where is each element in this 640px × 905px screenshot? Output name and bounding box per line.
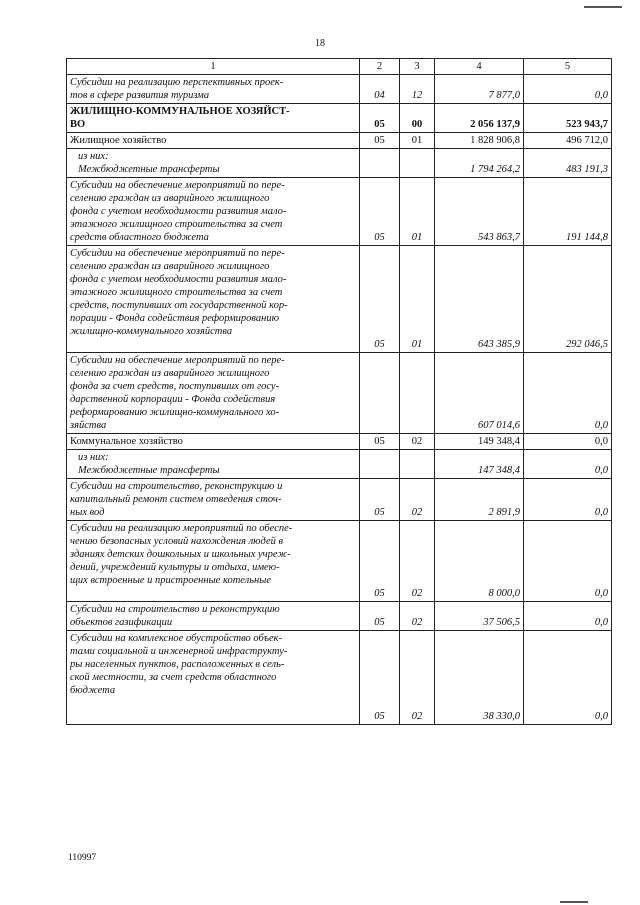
amount-federal: 496 712,0 [524, 133, 612, 149]
description-line: этажного жилищного строительства за счет [70, 219, 283, 230]
section-code: 05 [360, 479, 400, 521]
table-row [67, 602, 612, 631]
amount-federal: 0,0 [524, 434, 612, 450]
subsection-code [400, 149, 435, 178]
description-line: бюджета [70, 685, 116, 696]
amount-total: 7 877,0 [435, 75, 524, 104]
description-line: тов в сфере развития туризма [70, 90, 210, 101]
table-header-row [67, 59, 612, 75]
amount-federal: 0,0 [524, 521, 612, 602]
description-line: фонда с учетом необходимости развития мало- [70, 206, 287, 217]
description-line: ВО [70, 119, 86, 130]
description-line: селению граждан из аварийного жилищного [70, 261, 270, 272]
description-line: Субсидии на обеспечение мероприятий по пере- [70, 248, 285, 259]
description-line: Субсидии на обеспечение мероприятий по пере- [70, 355, 285, 366]
document-code: 110997 [68, 853, 97, 863]
amount-total: 2 891,9 [435, 479, 524, 521]
description-line: Субсидии на комплексное обустройство объек- [70, 633, 283, 644]
description-line: Субсидии на строительство, реконструкцию и [70, 481, 283, 492]
amount-federal: 523 943,7 [524, 104, 612, 133]
description-line: селению граждан из аварийного жилищного [70, 193, 270, 204]
amount-total: 37 506,5 [435, 602, 524, 631]
description-line: чению безопасных условий нахождения людей в [70, 536, 284, 547]
description-line: фонда за счет средств, поступивших от госу- [70, 381, 280, 392]
table-row [67, 246, 612, 353]
amount-total: 2 056 137,9 [435, 104, 524, 133]
amount-federal: 0,0 [524, 479, 612, 521]
table-body [67, 75, 612, 725]
header-col-5: 5 [524, 59, 612, 75]
amount-federal: 0,0 [524, 602, 612, 631]
description-line: порации - Фонда содействия реформированию [70, 313, 279, 324]
description-line: ской местности, за счет средств областного [70, 672, 277, 683]
section-code: 05 [360, 133, 400, 149]
description-line [70, 338, 356, 351]
description-line [70, 710, 356, 723]
amount-total: 543 863,7 [435, 178, 524, 246]
table-row [67, 104, 612, 133]
amount-federal: 0,0 [524, 353, 612, 434]
row-description [67, 178, 360, 246]
description-line: дений, учреждений культуры и отдыха, имею- [70, 562, 280, 573]
amount-total: 149 348,4 [435, 434, 524, 450]
subsection-code: 02 [400, 521, 435, 602]
section-code [360, 450, 400, 479]
section-code: 05 [360, 521, 400, 602]
row-description [67, 434, 360, 450]
description-line: из них: [78, 151, 109, 162]
amount-total: 643 385,9 [435, 246, 524, 353]
description-line: ры населенных пунктов, расположенных в сель- [70, 659, 285, 670]
description-line: из них: [78, 452, 109, 463]
description-line: зданиях детских дошкольных и школьных учреж- [70, 549, 291, 560]
scan-mark-top [584, 6, 622, 8]
section-code [360, 149, 400, 178]
section-code [360, 353, 400, 434]
description-line: ЖИЛИЩНО-КОММУНАЛЬНОЕ ХОЗЯЙСТ- [70, 106, 290, 117]
section-code: 05 [360, 178, 400, 246]
row-description [67, 149, 360, 178]
row-description [67, 479, 360, 521]
section-code: 05 [360, 434, 400, 450]
row-description [67, 602, 360, 631]
description-line: капитальный ремонт систем отведения сточ- [70, 494, 282, 505]
amount-total: 607 014,6 [435, 353, 524, 434]
subsection-code [400, 450, 435, 479]
row-description [67, 353, 360, 434]
table-row [67, 450, 612, 479]
description-line: этажного жилищного строительства за счет [70, 287, 283, 298]
description-line: щих встроенные и пристроенные котельные [70, 575, 272, 586]
amount-total: 1 794 264,2 [435, 149, 524, 178]
description-line: селению граждан из аварийного жилищного [70, 368, 270, 379]
amount-total: 1 828 906,8 [435, 133, 524, 149]
section-code: 05 [360, 602, 400, 631]
subsection-code: 02 [400, 434, 435, 450]
page-number: 18 [315, 38, 325, 49]
description-line [70, 697, 356, 710]
header-col-4: 4 [435, 59, 524, 75]
amount-federal: 0,0 [524, 631, 612, 725]
amount-federal: 191 144,8 [524, 178, 612, 246]
description-line: реформированию жилищно-коммунального хо- [70, 407, 280, 418]
amount-total: 38 330,0 [435, 631, 524, 725]
table-row [67, 521, 612, 602]
row-description [67, 133, 360, 149]
row-description [67, 104, 360, 133]
amount-federal: 0,0 [524, 75, 612, 104]
amount-federal: 483 191,3 [524, 149, 612, 178]
row-description [67, 246, 360, 353]
scan-mark-bottom [560, 901, 588, 903]
amount-federal: 0,0 [524, 450, 612, 479]
description-line: Межбюджетные трансферты [78, 164, 220, 175]
row-description [67, 450, 360, 479]
description-line: Субсидии на обеспечение мероприятий по пере- [70, 180, 285, 191]
header-col-1: 1 [67, 59, 360, 75]
table-row [67, 479, 612, 521]
description-line: жилищно-коммунального хозяйства [70, 326, 233, 337]
description-line: Жилищное хозяйство [70, 135, 167, 146]
header-col-2: 2 [360, 59, 400, 75]
section-code: 05 [360, 104, 400, 133]
description-line: фонда с учетом необходимости развития мало- [70, 274, 287, 285]
description-line: объектов газификации [70, 617, 173, 628]
budget-table [66, 58, 612, 725]
section-code: 05 [360, 631, 400, 725]
subsection-code: 00 [400, 104, 435, 133]
amount-total: 8 000,0 [435, 521, 524, 602]
header-col-3: 3 [400, 59, 435, 75]
description-line: ных вод [70, 507, 105, 518]
subsection-code: 02 [400, 479, 435, 521]
amount-federal: 292 046,5 [524, 246, 612, 353]
description-line: Коммунальное хозяйство [70, 436, 183, 447]
description-line: средств областного бюджета [70, 232, 209, 243]
subsection-code: 02 [400, 602, 435, 631]
table-row [67, 178, 612, 246]
subsection-code: 12 [400, 75, 435, 104]
table-row [67, 133, 612, 149]
subsection-code [400, 353, 435, 434]
row-description [67, 75, 360, 104]
section-code: 05 [360, 246, 400, 353]
description-line: Межбюджетные трансферты [78, 465, 220, 476]
description-line: зяйства [70, 420, 107, 431]
table-row [67, 353, 612, 434]
amount-total: 147 348,4 [435, 450, 524, 479]
description-line [70, 587, 356, 600]
section-code: 04 [360, 75, 400, 104]
table-row [67, 149, 612, 178]
row-description [67, 521, 360, 602]
table-row [67, 75, 612, 104]
table-row [67, 631, 612, 725]
subsection-code: 01 [400, 178, 435, 246]
description-line: средств, поступивших от государственной кор- [70, 300, 288, 311]
subsection-code: 01 [400, 133, 435, 149]
table-row [67, 434, 612, 450]
description-line: Субсидии на реализацию мероприятий по обеспе- [70, 523, 293, 534]
description-line: Субсидии на строительство и реконструкцию [70, 604, 280, 615]
row-description [67, 631, 360, 725]
description-line: дарственной корпорации - Фонда содействия [70, 394, 276, 405]
subsection-code: 01 [400, 246, 435, 353]
subsection-code: 02 [400, 631, 435, 725]
description-line: Субсидии на реализацию перспективных проек- [70, 77, 284, 88]
description-line: тами социальной и инженерной инфраструкту- [70, 646, 288, 657]
